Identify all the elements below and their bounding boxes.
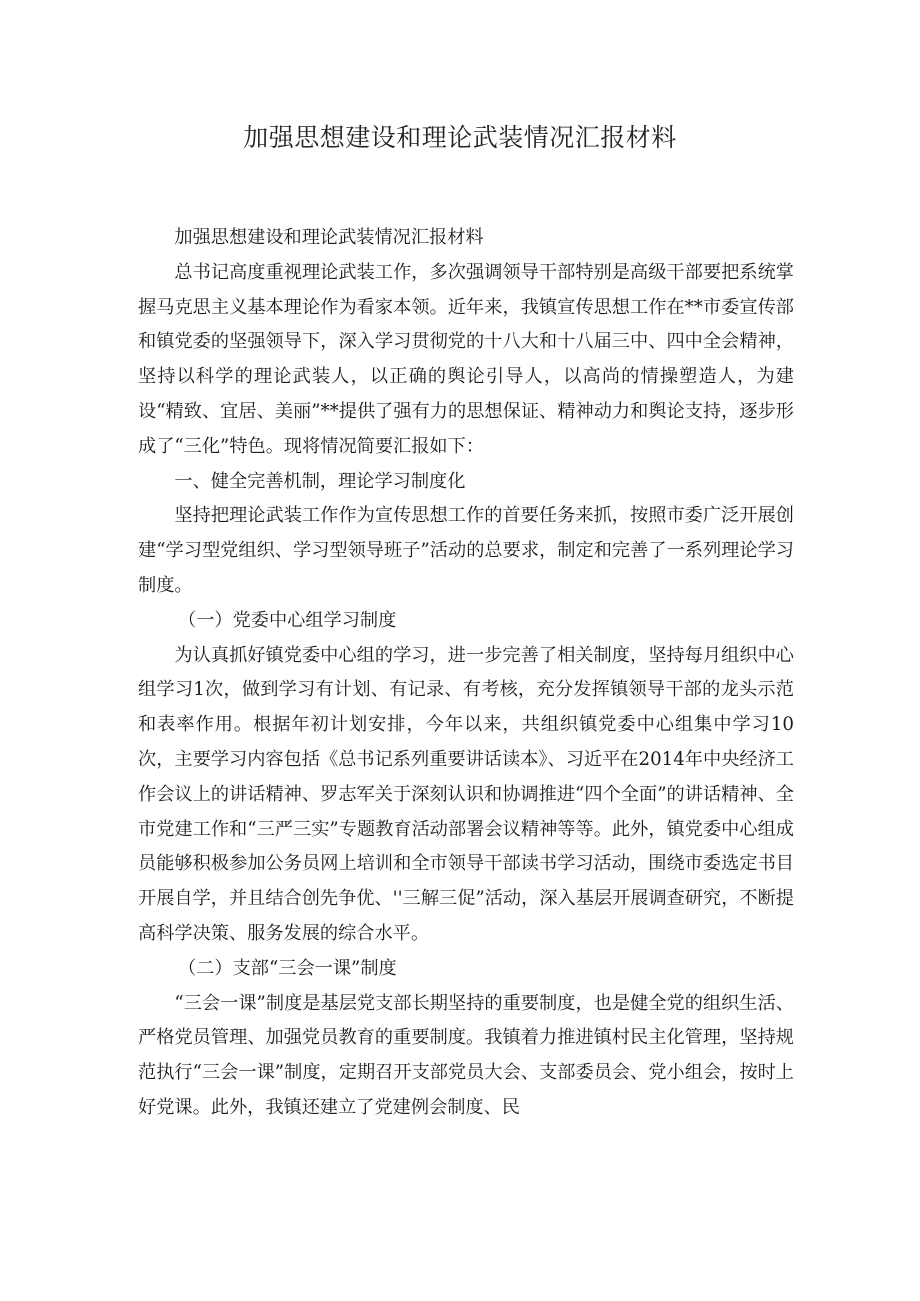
intro-paragraph: 总书记高度重视理论武装工作，多次强调领导干部特别是高级干部要把系统掌握马克思主义基本理论作为看家本领。近年来，我镇宣传思想工作在**市委宣传部和镇党委的坚强领导下，深入学习贯彻党的十八大和十八届三中、四中全会精神，坚持以科学的理论武装人，以正确的舆论引导人，以高尚的情操塑造人，为建设“精致、宜居、美丽”**提供了强有力的思想保证、精神动力和舆论支持，逐步形成了“三化”特色。现将情况简要汇报如下： xyxy=(138,261,794,457)
document-title: 加强思想建设和理论武装情况汇报材料 xyxy=(243,123,677,152)
subsection-heading-2: （二）支部“三会一课”制度 xyxy=(178,957,397,979)
subsection-2-paragraph: “三会一课”制度是基层党支部长期坚持的重要制度，也是健全党的组织生活、严格党员管理、加强党员教育的重要制度。我镇着力推进镇村民主化管理，坚持规范执行“三会一课”制度，定期召开支部党员大会、支部委员会、党小组会，按时上好党课。此外，我镇还建立了党建例会制度、民 xyxy=(138,992,794,1118)
document-body xyxy=(138,221,794,1126)
section-1-paragraph: 坚持把理论武装工作作为宣传思想工作的首要任务来抓，按照市委广泛开展创建“学习型党组织、学习型领导班子”活动的总要求，制定和完善了一系列理论学习制度。 xyxy=(138,505,794,596)
subtitle-paragraph: 加强思想建设和理论武装情况汇报材料 xyxy=(174,227,484,248)
subsection-1-paragraph: 为认真抓好镇党委中心组的学习，进一步完善了相关制度，坚持每月组织中心组学习1次，做到学习有计划、有记录、有考核，充分发挥镇领导干部的龙头示范和表率作用。根据年初计划安排，今年以来，共组织镇党委中心组集中学习10次，主要学习内容包括《总书记系列重要讲话读本》、习近平在2014年中央经济工作会议上的讲话精神、罗志军关于深刻认识和协调推进“四个全面”的讲话精神、全市党建工作和“三严三实”专题教育活动部署会议精神等等。此外，镇党委中心组成员能够积极参加公务员网上培训和全市领导干部读书学习活动，围绕市委选定书目开展自学，并且结合创先争优、''三解三促”活动，深入基层开展调查研究，不断提高科学决策、服务发展的综合水平。 xyxy=(138,644,794,944)
subsection-heading-1: （一）党委中心组学习制度 xyxy=(178,609,397,631)
section-heading-1: 一、健全完善机制，理论学习制度化 xyxy=(174,470,466,492)
